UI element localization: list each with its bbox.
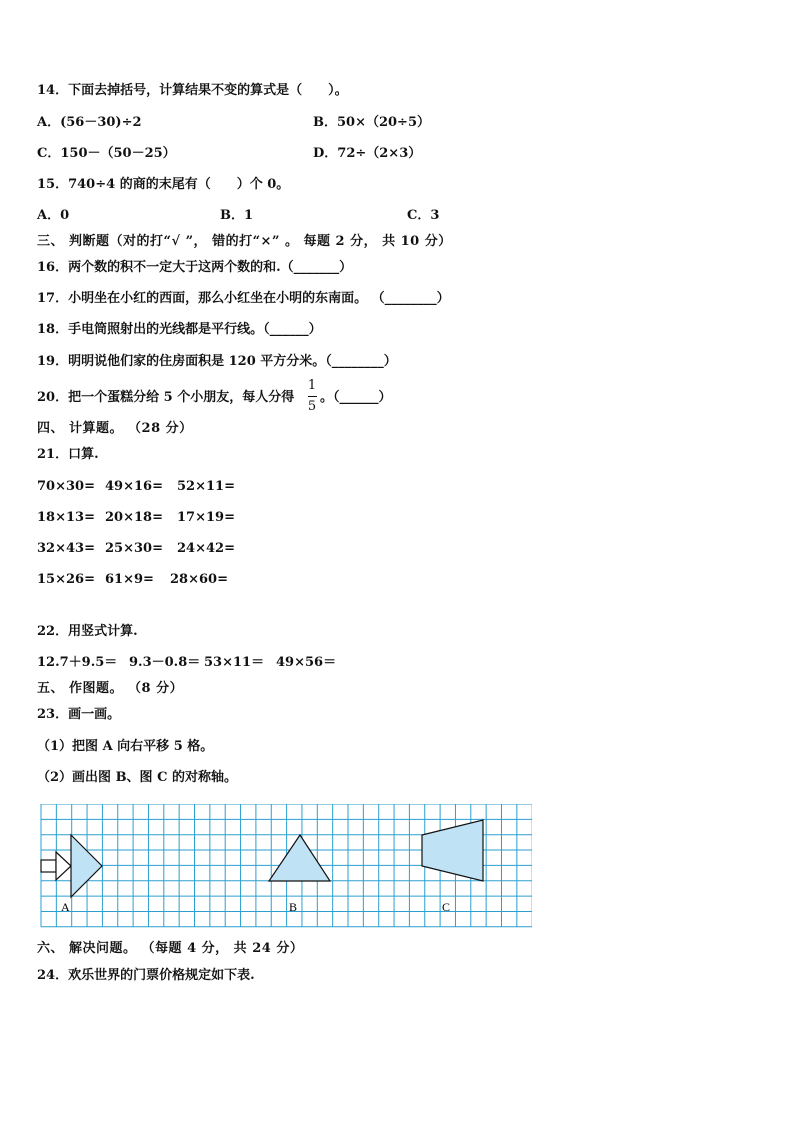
q14-option-b: B．50×（20÷5） xyxy=(313,115,431,130)
section-6-title: 六、 解决问题。 （每题 4 分， 共 24 分） xyxy=(37,941,304,956)
q14-option-d: D．72÷（2×3） xyxy=(313,146,422,161)
vertical-item: 12.7＋9.5＝ xyxy=(37,655,118,670)
q15-option-b: B．1 xyxy=(220,208,254,223)
drawing-grid-figure xyxy=(40,804,532,932)
q14-option-c: C．150－（50－25） xyxy=(37,146,176,161)
question-14: 14．下面去掉括号，计算结果不变的算式是（ ）。 xyxy=(37,83,348,98)
oral-item: 70×30= xyxy=(37,479,95,494)
question-17: 17．小明坐在小红的西面，那么小红坐在小明的东南面。 （________） xyxy=(37,291,450,306)
question-19: 19．明明说他们家的住房面积是 120 平方分米。（________） xyxy=(37,354,397,369)
oral-item: 25×30= xyxy=(105,541,163,556)
question-16: 16．两个数的积不一定大于这两个数的和.（_______） xyxy=(37,260,353,275)
q15-option-a: A．0 xyxy=(37,208,70,223)
oral-item: 28×60= xyxy=(170,572,228,587)
oral-item: 52×11= xyxy=(177,479,235,494)
oral-item: 20×18= xyxy=(105,510,163,525)
section-5-title: 五、 作图题。 （8 分） xyxy=(37,681,184,696)
q23-sub-2: （2）画出图 B、图 C 的对称轴。 xyxy=(37,770,237,785)
oral-item: 17×19= xyxy=(177,510,235,525)
oral-item: 49×16= xyxy=(105,479,163,494)
figure-a-label: A xyxy=(61,900,70,914)
q20-text: 20．把一个蛋糕分给 5 个小朋友，每人分得 xyxy=(37,390,295,405)
oral-item: 18×13= xyxy=(37,510,95,525)
oral-item: 61×9= xyxy=(105,572,154,587)
figure-a-small-triangle xyxy=(56,852,71,880)
question-21: 21．口算. xyxy=(37,447,99,462)
figure-a-triangle xyxy=(71,835,102,897)
figure-c-trapezoid xyxy=(422,820,483,881)
grid-svg xyxy=(40,804,532,928)
q20-answer-blank: 。（______） xyxy=(320,390,392,405)
section-3-title: 三、 判断题（对的打“√ ”， 错的打“×” 。 每题 2 分， 共 10 分） xyxy=(37,234,452,249)
question-24: 24．欢乐世界的门票价格规定如下表. xyxy=(37,968,255,983)
figure-b-triangle xyxy=(269,835,330,881)
question-23: 23．画一画。 xyxy=(37,707,121,722)
question-22: 22．用竖式计算. xyxy=(37,624,138,639)
fraction-denominator: 5 xyxy=(307,399,317,414)
vertical-item: 9.3－0.8＝ xyxy=(129,655,201,670)
question-15: 15．740÷4 的商的末尾有（ ）个 0。 xyxy=(37,177,290,192)
figure-b-label: B xyxy=(289,900,298,914)
q15-option-c: C．3 xyxy=(407,208,440,223)
q23-sub-1: （1）把图 A 向右平移 5 格。 xyxy=(37,739,214,754)
figure-c-label: C xyxy=(442,900,451,914)
oral-item: 15×26= xyxy=(37,572,95,587)
vertical-item: 49×56＝ xyxy=(276,655,337,670)
section-4-title: 四、 计算题。 （28 分） xyxy=(37,421,193,436)
fraction-bar xyxy=(308,396,317,397)
question-18: 18．手电筒照射出的光线都是平行线。（______） xyxy=(37,322,322,337)
vertical-item: 53×11＝ xyxy=(204,655,265,670)
oral-item: 24×42= xyxy=(177,541,235,556)
fraction-numerator: 1 xyxy=(307,378,317,393)
oral-item: 32×43= xyxy=(37,541,95,556)
figure-a-rect xyxy=(41,860,56,872)
q14-option-a: A．(56－30)÷2 xyxy=(37,115,142,130)
